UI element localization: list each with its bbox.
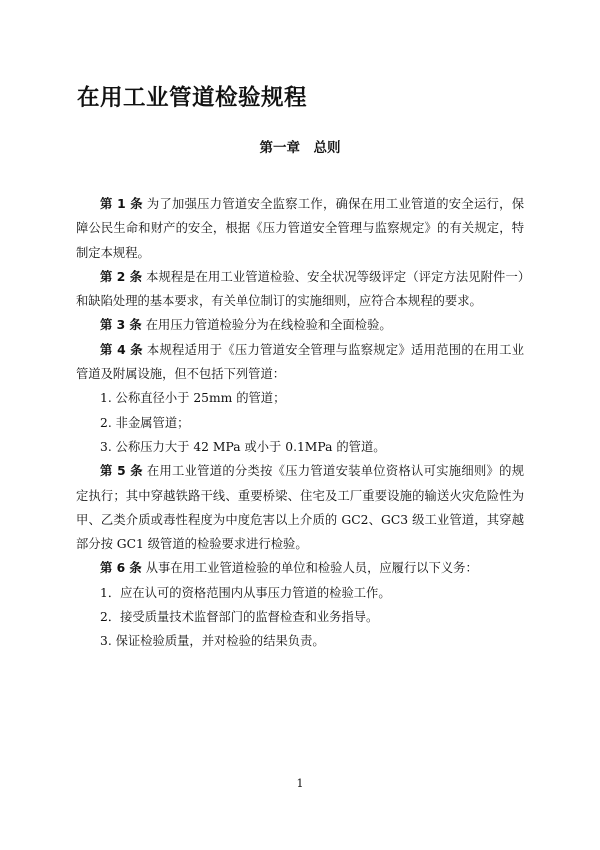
list-item-text: 2. 非金属管道；	[100, 415, 190, 430]
article-3	[76, 313, 524, 337]
list-item-text: 3. 保证检验质量，并对检验的结果负责。	[100, 634, 325, 649]
article-label: 第 1 条	[100, 197, 143, 211]
article-label: 第 4 条	[100, 342, 143, 357]
article-label: 第 5 条	[100, 464, 143, 479]
page-number: 1	[296, 777, 304, 790]
list-item	[76, 411, 524, 435]
chapter-heading: 第一章 总则	[259, 140, 341, 156]
article-4	[76, 338, 524, 387]
list-item-text: 1. 公称直径小于 25mm 的管道；	[100, 391, 286, 406]
list-item-text: 3. 公称压力大于 42 MPa 或小于 0.1MPa 的管道。	[100, 439, 386, 454]
article-5	[76, 459, 524, 556]
article-text: 在用压力管道检验分为在线检验和全面检验。	[145, 318, 392, 333]
article-text: 从事在用工业管道检验的单位和检验人员，应履行以下义务：	[145, 561, 478, 576]
list-item	[76, 629, 524, 653]
list-item	[76, 386, 524, 410]
document-body	[76, 192, 524, 654]
article-2	[76, 265, 524, 314]
article-1	[76, 192, 524, 265]
article-6	[76, 556, 524, 580]
article-label: 第 6 条	[100, 561, 142, 576]
article-text: 本规程适用于《压力管道安全管理与监察规定》适用范围的在用工业管道及附属设施，但不包括下列管道：	[76, 342, 524, 382]
list-item	[76, 605, 524, 629]
list-item-text: 1．应在认可的资格范围内从事压力管道的检验工作。	[100, 585, 391, 600]
list-item-text: 2．接受质量技术监督部门的监督检查和业务指导。	[100, 610, 379, 625]
article-text: 本规程是在用工业管道检验、安全状况等级评定（评定方法见附件一）和缺陷处理的基本要求，有关单位制订的实施细则，应符合本规程的要求。	[76, 269, 524, 309]
article-text: 在用工业管道的分类按《压力管道安装单位资格认可实施细则》的规定执行；其中穿越铁路干线、重要桥梁、住宅及工厂重要设施的输送火灾危险性为甲、乙类介质或毒性程度为中度危害以上介质的 GC2、GC3 级工业管道，其穿越部分按 GC1 级管道的检验要求进行检验。	[76, 464, 524, 552]
list-item	[76, 435, 524, 459]
list-item	[76, 581, 524, 605]
article-label: 第 3 条	[100, 318, 142, 333]
document-title: 在用工业管道检验规程	[77, 85, 308, 111]
article-label: 第 2 条	[100, 269, 143, 284]
article-text: 为了加强压力管道安全监察工作，确保在用工业管道的安全运行，保障公民生命和财产的安全，根据《压力管道安全管理与监察规定》的有关规定，特制定本规程。	[76, 197, 524, 260]
